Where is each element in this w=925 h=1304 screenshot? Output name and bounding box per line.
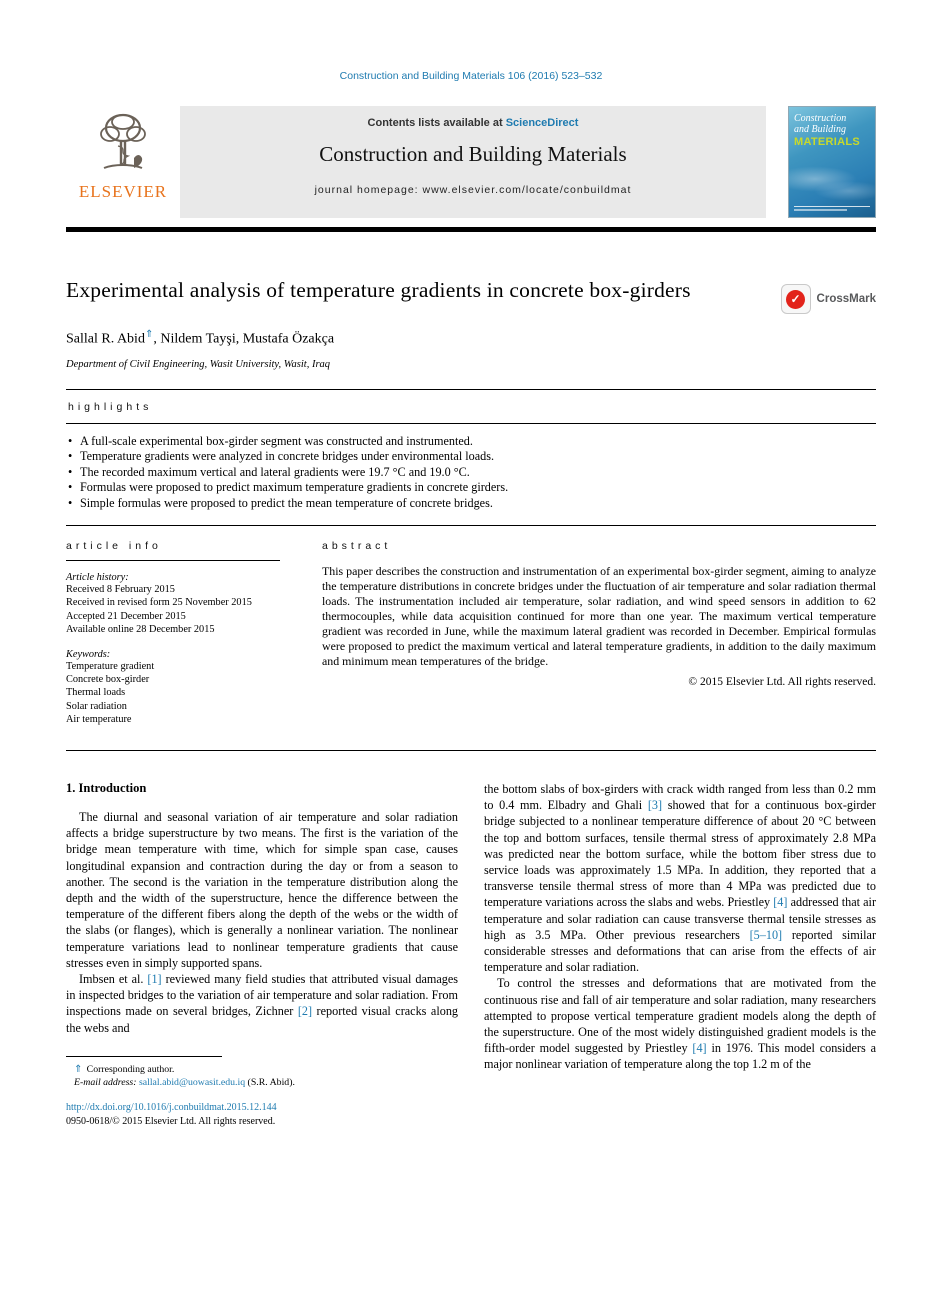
history-item: Accepted 21 December 2015 — [66, 610, 186, 622]
email-suffix: (S.R. Abid). — [245, 1076, 295, 1088]
doi-link[interactable]: http://dx.doi.org/10.1016/j.conbuildmat.2015.12.144 — [66, 1101, 277, 1113]
issn-copyright-line: 0950-0618/© 2015 Elsevier Ltd. All rights reserved. — [66, 1115, 276, 1127]
elsevier-wordmark: ELSEVIER — [78, 182, 168, 201]
highlight-item: • A full-scale experimental box-girder segment was constructed and instrumented. — [68, 434, 876, 450]
author-affiliation: Department of Civil Engineering, Wasit University, Wasit, Iraq — [66, 358, 331, 370]
crossmark-icon: ✓ — [781, 284, 811, 314]
body-paragraph — [484, 975, 876, 1072]
abstract-copyright: © 2015 Elsevier Ltd. All rights reserved. — [688, 675, 876, 688]
cover-title-line1: Construction — [794, 113, 847, 124]
highlight-item: • Simple formulas were proposed to predict the mean temperature of concrete bridges. — [68, 496, 876, 512]
journal-page — [66, 70, 876, 1127]
journal-header — [66, 106, 876, 218]
history-item: Received in revised form 25 November 2015 — [66, 597, 252, 609]
sciencedirect-link[interactable]: ScienceDirect — [505, 117, 579, 129]
history-item: Available online 28 December 2015 — [66, 623, 215, 635]
elsevier-tree-icon — [90, 110, 156, 180]
keyword-item: Thermal loads — [66, 687, 126, 699]
journal-title: Construction and Building Materials — [319, 142, 627, 166]
cover-title-line2: and Building — [794, 124, 846, 135]
abstract-heading: abstract — [322, 540, 392, 553]
email-note — [66, 1076, 458, 1089]
article-title: Experimental analysis of temperature gradients in concrete box-girders — [66, 278, 691, 302]
contents-line — [180, 117, 766, 129]
body-right-column — [484, 781, 876, 1127]
crossmark-label: CrossMark — [816, 293, 876, 305]
cover-footer-marks — [794, 206, 870, 214]
keyword-item: Temperature gradient — [66, 660, 155, 672]
article-history-label: Article history: — [66, 572, 129, 584]
elsevier-logo[interactable] — [66, 106, 180, 218]
keyword-item: Air temperature — [66, 713, 132, 725]
title-row — [66, 278, 876, 314]
reference-link[interactable]: [3] — [647, 798, 663, 813]
journal-banner — [180, 106, 766, 218]
author-name: Sallal R. Abid — [66, 331, 145, 347]
highlights-heading: highlights — [68, 400, 153, 413]
crossmark-badge[interactable] — [781, 284, 876, 314]
email-label: E-mail address: — [74, 1076, 139, 1088]
corresponding-author-star[interactable]: ⇑ — [144, 329, 154, 340]
paragraph-text: showed that for a continuous box-girder bridge subjected to a nonlinear temperature difference of about 20 °C between the top and bottom surfaces, tensile thermal stress of approximately 2.8 MPa was predicted near the bottom surface, while the bottom fiber stress due to service loads was approximately 1.5 MPa. In addition, they reported that a transverse tensile thermal stress of more than 4 MPa was predicted due to temperature variations across the slabs and webs. Priestley — [484, 798, 876, 910]
keywords-label: Keywords: — [66, 648, 111, 660]
section-divider — [66, 750, 876, 751]
header-divider-bar — [66, 227, 876, 232]
highlight-item: • Temperature gradients were analyzed in concrete bridges under environmental loads. — [68, 449, 876, 465]
paragraph-text: reported similar considerable stresses and deformations that can arise from the effects of air temperature and solar radiation. — [484, 927, 876, 975]
paragraph-text: addressed that air temperature and solar radiation can cause transverse thermal tensile stresses as high as 3.5 MPa. Other previous researchers — [484, 895, 876, 942]
corresponding-author-note — [66, 1063, 458, 1076]
footnote-star: ⇑ — [74, 1063, 83, 1075]
body-paragraph — [66, 971, 458, 1036]
paragraph-text: reviewed many field studies that attributed visual damages in inspected bridges to the variation of air temperature and solar radiation. From inspections made on several bridges, Zichner — [66, 972, 458, 1019]
body-left-column — [66, 781, 458, 1127]
contents-line-text: Contents lists available at — [367, 117, 506, 129]
history-item: Received 8 February 2015 — [66, 584, 175, 596]
email-link[interactable]: sallal.abid@uowasit.edu.iq — [138, 1076, 246, 1088]
footnote-divider — [66, 1056, 222, 1057]
abstract-text: This paper describes the construction and instrumentation of an experimental box-girder segment, aiming to analyze the temperature distributions in concrete bridges under the fluctuation of air temperature and solar radiation thermal loads. The instrumentation included air temperature, solar radiation, and wind speed sensors in addition to 62 thermocouples, while data acquisition continued for more than one year. The maximum vertical temperature gradient was recorded in June, while the maximum lateral gradient was recorded in December. Empirical formulas were proposed to predict the maximum vertical and lateral temperature gradients, in addition to the daily maximum and minimum mean temperatures of the bridge. — [322, 564, 876, 668]
article-info-column — [66, 540, 280, 726]
section-divider — [66, 525, 876, 526]
keyword-item: Solar radiation — [66, 700, 127, 712]
corresponding-author-text: Corresponding author. — [84, 1063, 175, 1075]
reference-link[interactable]: [1] — [147, 972, 162, 987]
author-names-rest: , Nildem Tayşi, Mustafa Özakça — [153, 331, 335, 347]
keyword-item: Concrete box-girder — [66, 674, 150, 686]
reference-link[interactable]: [4] — [773, 895, 788, 910]
highlight-item: • Formulas were proposed to predict maximum temperature gradients in concrete girders. — [68, 480, 876, 496]
abstract-column — [322, 540, 876, 726]
body-paragraph — [484, 781, 876, 975]
section-1-heading: 1. Introduction — [66, 780, 147, 795]
cover-artwork — [789, 163, 875, 203]
paragraph-text: reported visual cracks along the webs and — [66, 1004, 459, 1035]
paragraph-text: Imbsen et al. — [79, 972, 148, 987]
reference-link[interactable]: [2] — [297, 1004, 313, 1019]
article-body — [66, 781, 876, 1127]
paragraph-text: To control the stresses and deformations that are motivated from the continuous rise and fall of air temperature and solar radiation, many researchers attempted to propose vertical temperature gradient models along the depth of the superstructure. One of the most widely distinguished gradient models is the fifth-order model suggested by Priestley — [484, 976, 876, 1056]
highlights-list — [66, 424, 876, 526]
journal-citation[interactable]: Construction and Building Materials 106 (2016) 523–532 — [339, 70, 603, 82]
reference-link[interactable]: [5–10] — [749, 927, 783, 942]
paragraph-text: the bottom slabs of box-girders with crack width ranged from less than 0.2 mm to 0.4 mm. Elbadry and Ghali — [484, 781, 876, 813]
info-abstract-block — [66, 540, 876, 726]
footnote-block — [66, 1056, 458, 1089]
author-list — [66, 329, 876, 348]
highlight-item: • The recorded maximum vertical and lateral gradients were 19.7 °C and 19.0 °C. — [68, 465, 876, 481]
body-paragraph: The diurnal and seasonal variation of air temperature and solar radiation affects a bridge superstructure by two means. The first is the variation of the bridge mean temperature with time, which for simple span case, causes longitudinal expansion and contraction during the day or from a season to another. The second is the variation in the temperature distribution along the depth and the width of the superstructure, hence the difference between the temperature of the different fibers along the depth of the webs or the width of the slabs (or flanges), which is generally a nonlinear variation. The nonlinear temperature variations lead to nonlinear temperature gradients that cause stresses even in simply supported spans. — [66, 809, 458, 970]
paragraph-text: in 1976. This model considers a major nonlinear variation of temperature along the top 1.2 m of the — [484, 1041, 876, 1072]
journal-homepage-link[interactable]: journal homepage: www.elsevier.com/locate/conbuildmat — [314, 184, 632, 196]
reference-link[interactable]: [4] — [692, 1041, 707, 1056]
journal-cover-thumbnail — [788, 106, 876, 218]
cover-title-line3: MATERIALS — [794, 136, 861, 148]
article-info-heading: article info — [66, 540, 280, 561]
